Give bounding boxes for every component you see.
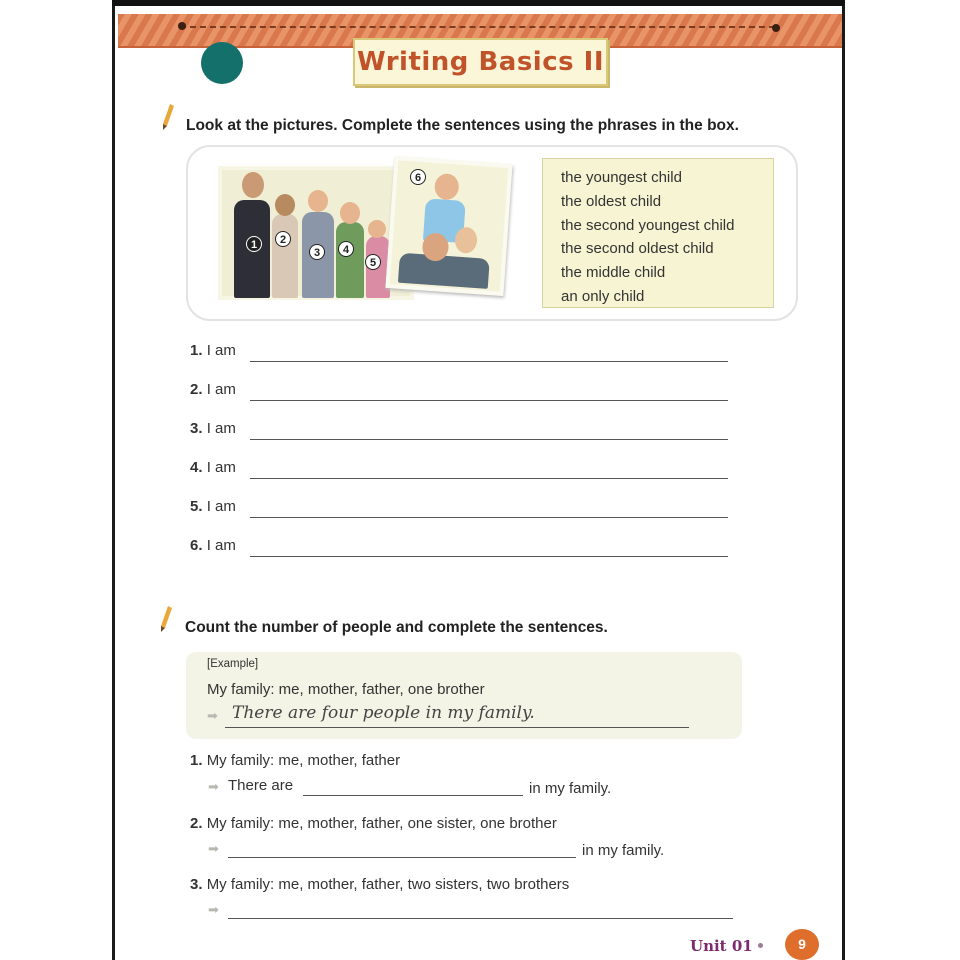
title-box	[353, 38, 608, 86]
arrow-icon: ➡	[208, 902, 219, 917]
answer-line-2-3[interactable]	[228, 918, 733, 919]
question-1	[190, 342, 236, 359]
answer-line-2-1[interactable]	[303, 795, 523, 796]
instruction-2: Count the number of people and complete the sentences.	[185, 619, 608, 636]
unit-label: Unit 01	[690, 937, 753, 955]
question-text: I am	[206, 420, 236, 437]
frame-right	[845, 0, 960, 960]
phrase-second-oldest: the second oldest child	[561, 240, 714, 258]
question-number: 1.	[190, 752, 203, 769]
question-number: 2.	[190, 381, 203, 398]
question-6	[190, 537, 236, 554]
answer-line-3[interactable]	[250, 439, 728, 440]
question-5	[190, 498, 236, 515]
phrase-youngest: the youngest child	[561, 169, 682, 186]
question-text: I am	[206, 459, 236, 476]
question2-3	[190, 876, 569, 893]
page-number: 9	[785, 929, 819, 960]
badge-4: 4	[338, 241, 354, 257]
badge-3: 3	[309, 244, 325, 260]
banner-pin-right	[772, 24, 780, 32]
question-number: 5.	[190, 498, 203, 515]
frame-top	[112, 0, 845, 6]
answer-line-2[interactable]	[250, 400, 728, 401]
q1-prefix: There are	[228, 777, 294, 794]
instruction-1: Look at the pictures. Complete the sentences using the phrases in the box.	[186, 117, 739, 134]
example-label: [Example]	[207, 658, 259, 670]
question-family: My family: me, mother, father, one sister, one brother	[206, 815, 557, 832]
question-2	[190, 381, 236, 398]
question2-1	[190, 752, 400, 769]
arrow-icon: ➡	[208, 779, 219, 794]
question-number: 2.	[190, 815, 203, 832]
phrase-middle: the middle child	[561, 264, 666, 282]
frame-left	[0, 0, 112, 960]
family-photo-only-child	[386, 156, 513, 296]
banner-string	[180, 26, 775, 28]
answer-line-2-2[interactable]	[228, 857, 576, 858]
answer-line-6[interactable]	[250, 556, 728, 557]
question-3	[190, 420, 236, 437]
badge-5: 5	[365, 254, 381, 270]
question-number: 3.	[190, 420, 203, 437]
arrow-icon: ➡	[208, 841, 219, 856]
question-family: My family: me, mother, father, two sisters, two brothers	[206, 876, 570, 893]
answer-line-5[interactable]	[250, 517, 728, 518]
page-title: Writing Basics II	[356, 47, 604, 77]
answer-line-1[interactable]	[250, 361, 728, 362]
question-number: 6.	[190, 537, 203, 554]
teal-decoration	[201, 42, 243, 84]
phrase-oldest: the oldest child	[561, 192, 662, 210]
footer-dot	[758, 943, 763, 948]
question-number: 1.	[190, 342, 203, 359]
badge-1: 1	[246, 236, 262, 252]
q1-suffix: in my family.	[529, 780, 612, 797]
phrase-only-child: an only child	[561, 287, 645, 305]
question-family: My family: me, mother, father	[206, 752, 401, 769]
phrase-second-youngest: the second youngest child	[561, 216, 735, 234]
question-text: I am	[206, 342, 236, 359]
pencil-icon	[160, 606, 172, 632]
q2-suffix: in my family.	[582, 842, 665, 859]
example-family: My family: me, mother, father, one brother	[207, 681, 485, 698]
question-number: 3.	[190, 876, 203, 893]
question-4	[190, 459, 236, 476]
question-number: 4.	[190, 459, 203, 476]
question2-2	[190, 815, 557, 832]
example-answer-line	[225, 727, 689, 728]
phrase-box	[542, 158, 774, 308]
family-photo-siblings	[218, 166, 414, 300]
banner-pin-left	[178, 22, 186, 30]
question-text: I am	[206, 381, 236, 398]
badge-6: 6	[410, 169, 426, 185]
badge-2: 2	[275, 231, 291, 247]
question-text: I am	[206, 537, 236, 554]
question-text: I am	[206, 498, 236, 515]
arrow-icon: ➡	[207, 708, 218, 723]
example-answer: There are four people in my family.	[232, 703, 535, 723]
answer-line-4[interactable]	[250, 478, 728, 479]
pencil-icon	[162, 104, 174, 130]
